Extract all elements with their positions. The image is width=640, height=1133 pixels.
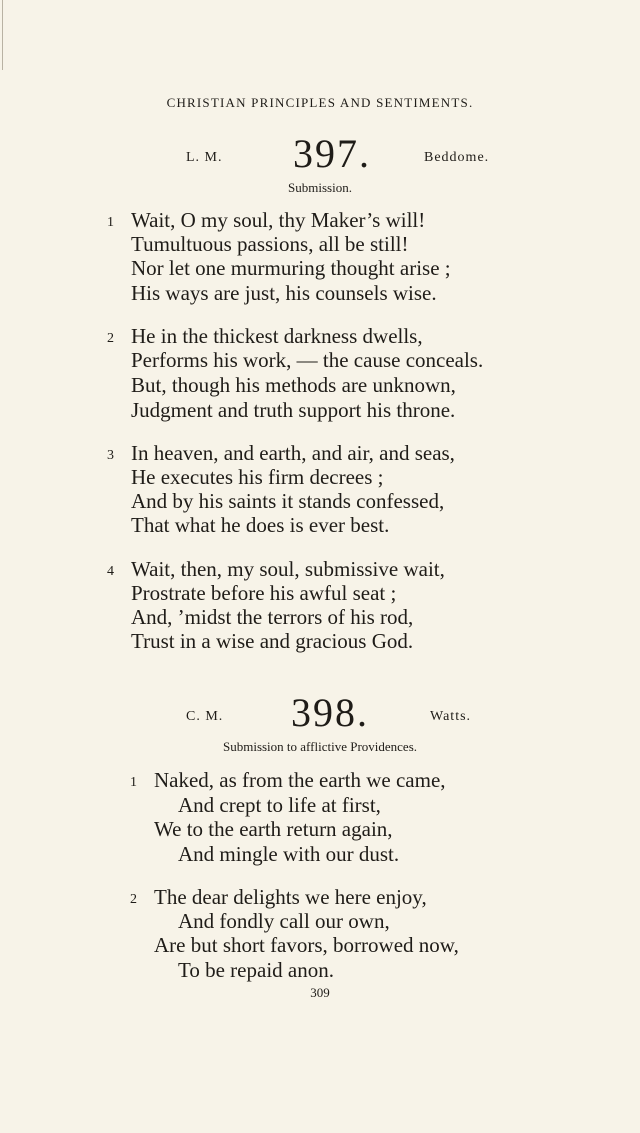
verse-line: Judgment and truth support his throne.	[131, 398, 456, 422]
verse-line: He executes his firm decrees ;	[131, 465, 384, 489]
hymn-meter: C. M.	[186, 709, 224, 724]
verse-line: But, though his methods are unknown,	[131, 373, 456, 397]
verse-line: We to the earth return again,	[154, 817, 393, 841]
verse-line: And mingle with our dust.	[178, 842, 400, 866]
verse-line: Are but short favors, borrowed now,	[154, 933, 459, 957]
running-head: CHRISTIAN PRINCIPLES AND SENTIMENTS.	[166, 95, 474, 110]
hymn-397-header	[0, 131, 640, 178]
hymn-author: Watts.	[430, 709, 472, 724]
verse-line: Naked, as from the earth we came,	[154, 768, 446, 792]
verse-line: That what he does is ever best.	[131, 513, 390, 537]
verse-line: Wait, then, my soul, submissive wait,	[131, 557, 445, 581]
stanza-number: 4	[107, 564, 114, 579]
verse-line: He in the thickest darkness dwells,	[131, 324, 423, 348]
verse-line: Wait, O my soul, thy Maker’s will!	[131, 208, 426, 232]
verse-line: And fondly call our own,	[178, 909, 390, 933]
verse-line: And crept to life at first,	[178, 793, 381, 817]
stanza-number: 3	[107, 448, 114, 463]
hymn-subtitle: Submission to afflictive Providences.	[222, 739, 418, 754]
stanza-number: 1	[130, 775, 137, 790]
hymn-398-header	[0, 690, 640, 737]
verse-line: The dear delights we here enjoy,	[154, 885, 427, 909]
stanza-number: 2	[107, 331, 114, 346]
verse-line: And, ’midst the terrors of his rod,	[131, 605, 414, 629]
verse-line: Tumultuous passions, all be still!	[131, 232, 409, 256]
hymn-number: 398.	[291, 690, 369, 735]
verse-line: His ways are just, his counsels wise.	[131, 281, 437, 305]
verse-line: Nor let one murmuring thought arise ;	[131, 256, 451, 280]
verse-line: Prostrate before his awful seat ;	[131, 581, 397, 605]
hymn-meter: L. M.	[186, 150, 223, 165]
stanza-number: 2	[130, 892, 137, 907]
stanza-number: 1	[107, 215, 114, 230]
verse-line: To be repaid anon.	[178, 958, 334, 982]
hymn-number: 397.	[293, 131, 371, 176]
verse-line: In heaven, and earth, and air, and seas,	[131, 441, 455, 465]
verse-line: Trust in a wise and gracious God.	[131, 629, 414, 653]
hymn-subtitle: Submission.	[288, 180, 352, 195]
verse-line: Performs his work, — the cause conceals.	[131, 348, 484, 372]
hymn-author: Beddome.	[424, 150, 490, 165]
verse-line: And by his saints it stands confessed,	[131, 489, 445, 513]
page-edge-mark	[2, 0, 3, 70]
page-number: 309	[310, 985, 330, 1000]
